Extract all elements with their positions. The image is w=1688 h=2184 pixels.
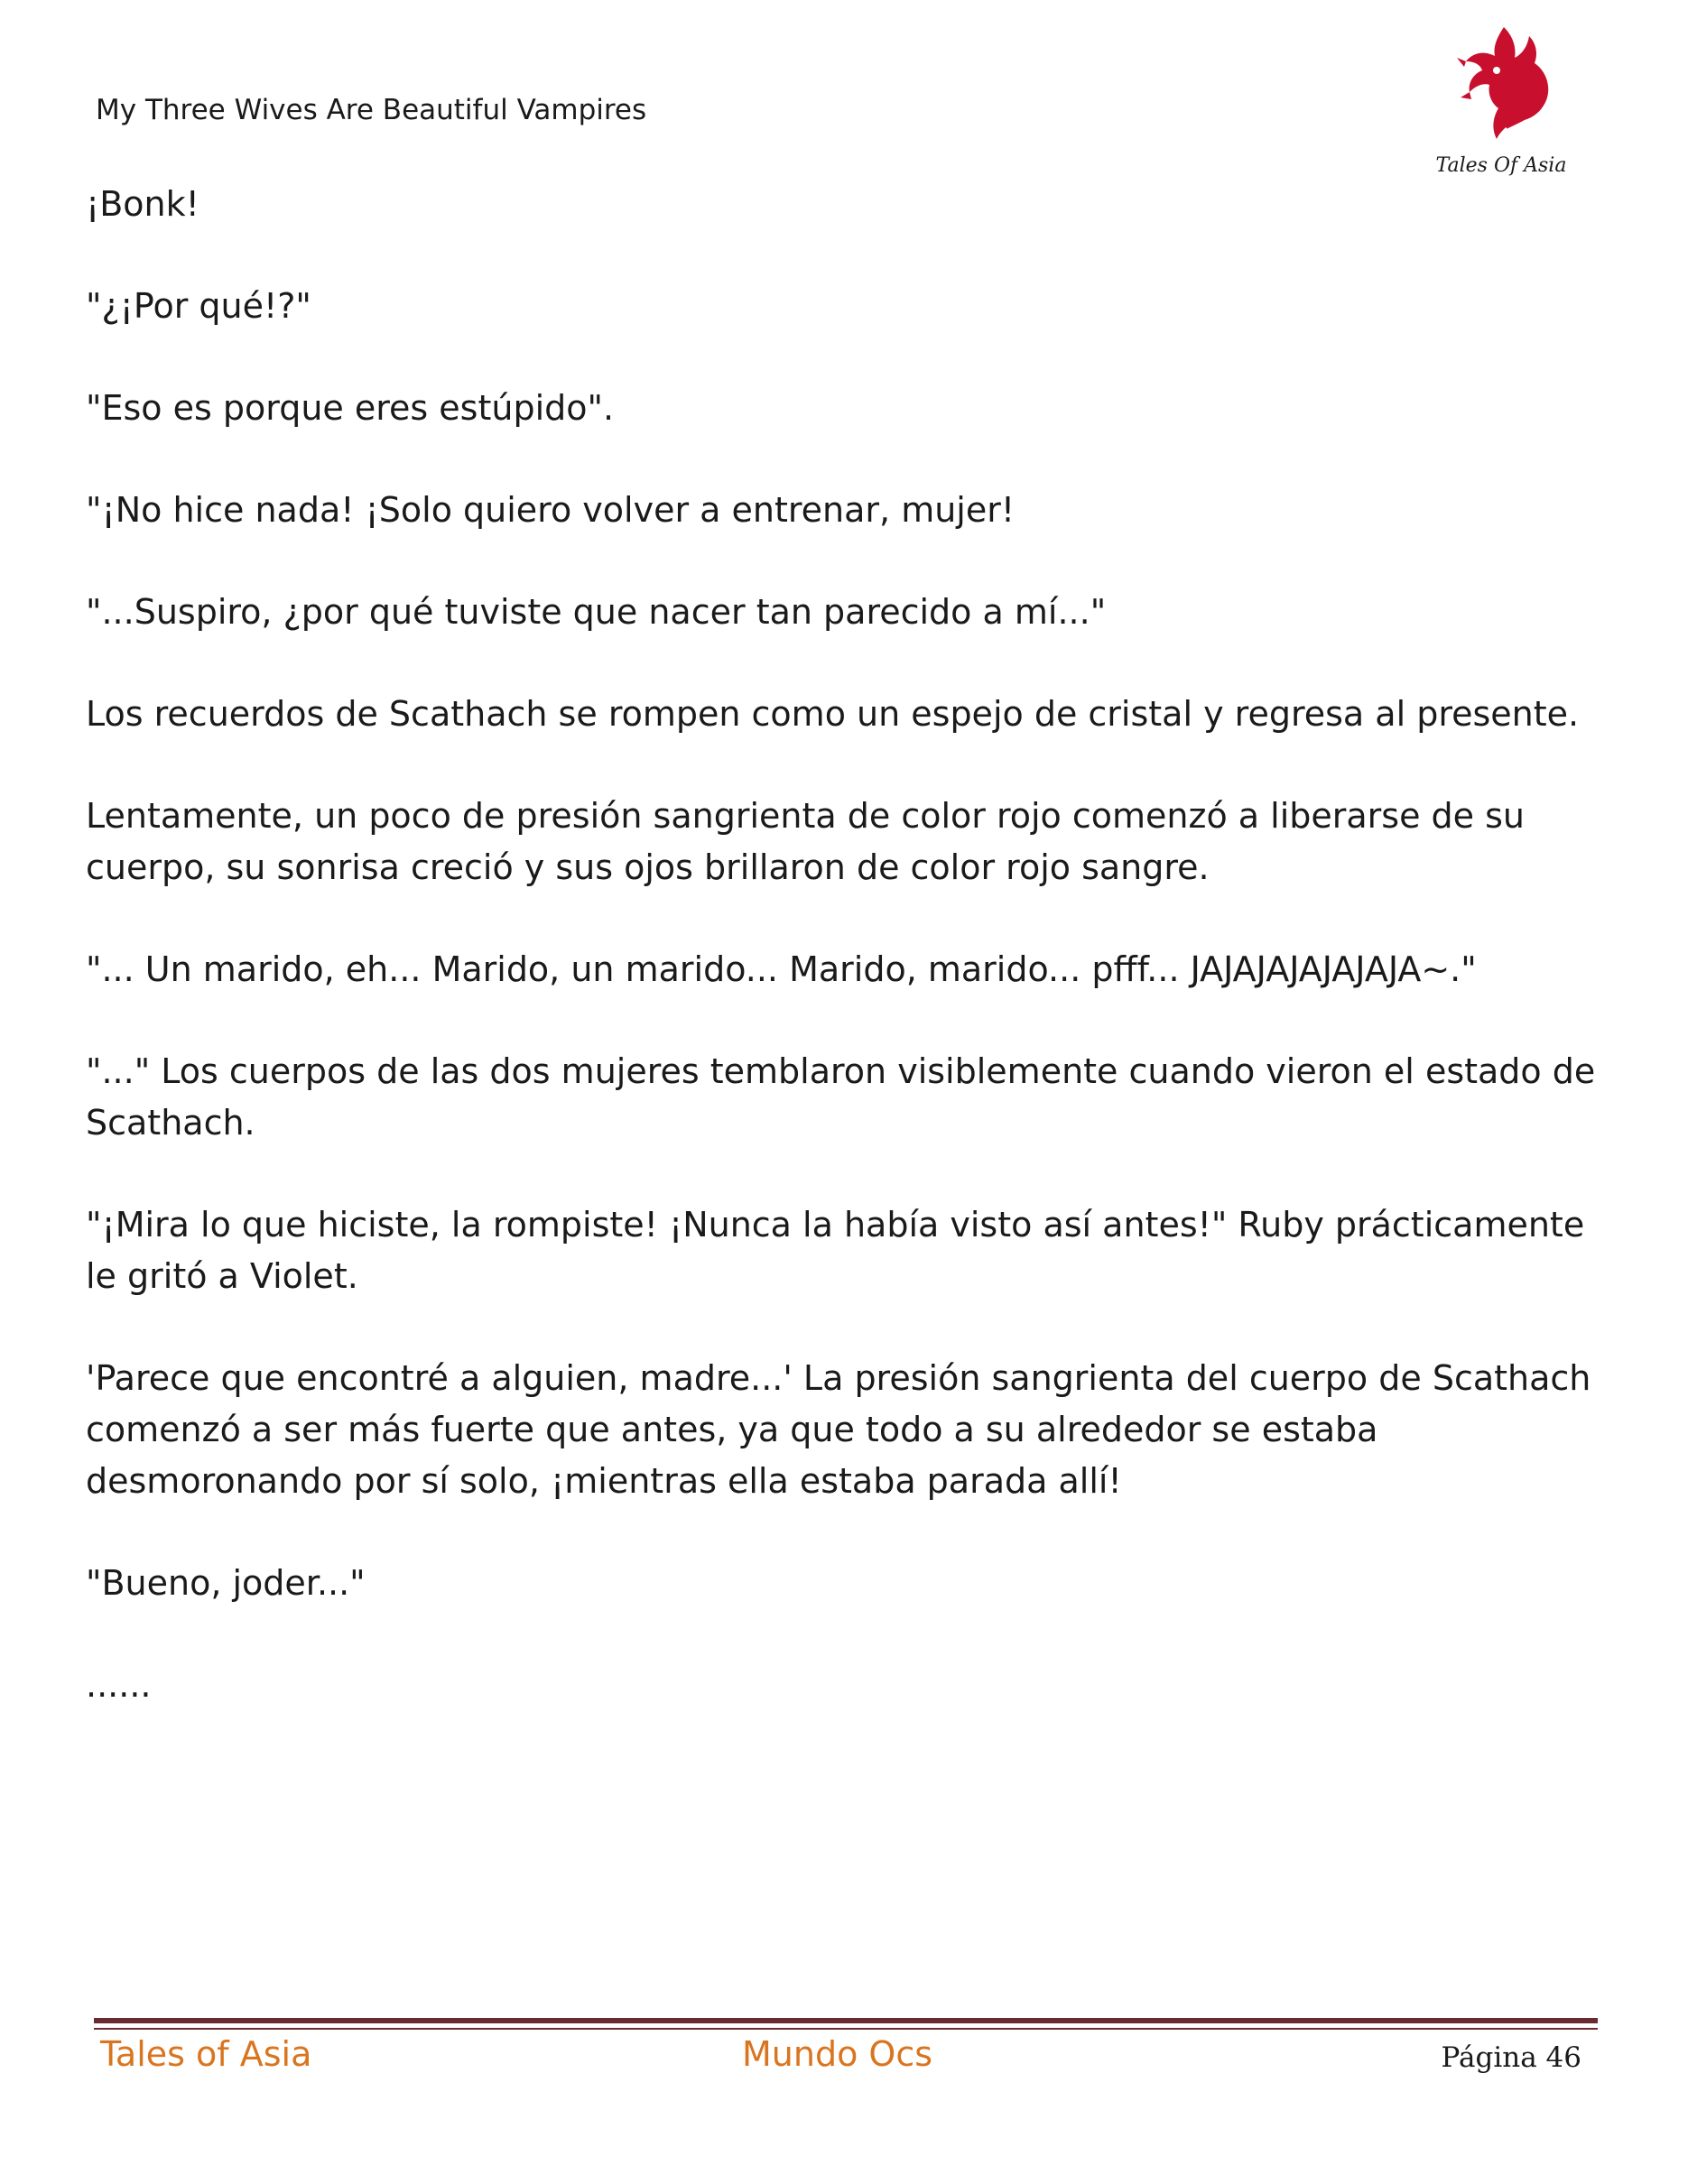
paragraph: "Bueno, joder..."	[86, 1563, 366, 1603]
footer-rule	[94, 2018, 1598, 2023]
paragraph: "¿¡Por qué!?"	[86, 286, 311, 326]
body-text	[86, 179, 1602, 1762]
paragraph: Lentamente, un poco de presión sangrienta de color rojo comenzó a liberarse de su cuerpo, su sonrisa creció y sus ojos brillaron de color rojo sangre.	[86, 796, 1526, 887]
paragraph: 'Parece que encontré a alguien, madre...' La presión sangrienta del cuerpo de Scathach comenzó a ser más fuerte que antes, ya que todo a su alrededor se estaba desmoronando por sí solo, ¡mientras ella estaba parada allí!	[86, 1358, 1591, 1501]
red-dragon-logo-icon	[1433, 20, 1569, 182]
paragraph: "...Suspiro, ¿por qué tuviste que nacer tan parecido a mí..."	[86, 592, 1107, 632]
paragraph: ¡Bonk!	[86, 184, 199, 224]
paragraph: "..." Los cuerpos de las dos mujeres temblaron visiblemente cuando vieron el estado de Scathach.	[86, 1051, 1596, 1143]
paragraph: Los recuerdos de Scathach se rompen como un espejo de cristal y regresa al presente.	[86, 694, 1580, 734]
paragraph: ......	[86, 1665, 152, 1705]
page-number: Página 46	[1441, 2041, 1581, 2074]
paragraph: "... Un marido, eh... Marido, un marido... Marido, marido... pfff... JAJAJAJAJAJAJA~."	[86, 949, 1477, 989]
paragraph: "¡No hice nada! ¡Solo quiero volver a entrenar, mujer!	[86, 490, 1016, 530]
footer-site-name: Tales of Asia	[100, 2034, 312, 2074]
paragraph: "¡Mira lo que hiciste, la rompiste! ¡Nunca la había visto así antes!" Ruby prácticamente le gritó a Violet.	[86, 1205, 1585, 1296]
footer-rule-thin	[94, 2028, 1598, 2030]
header-title: My Three Wives Are Beautiful Vampires	[96, 94, 647, 126]
paragraph: "Eso es porque eres estúpido".	[86, 388, 615, 428]
footer-section: Mundo Ocs	[742, 2034, 933, 2074]
logo-text: Tales Of Asia	[1435, 154, 1567, 177]
